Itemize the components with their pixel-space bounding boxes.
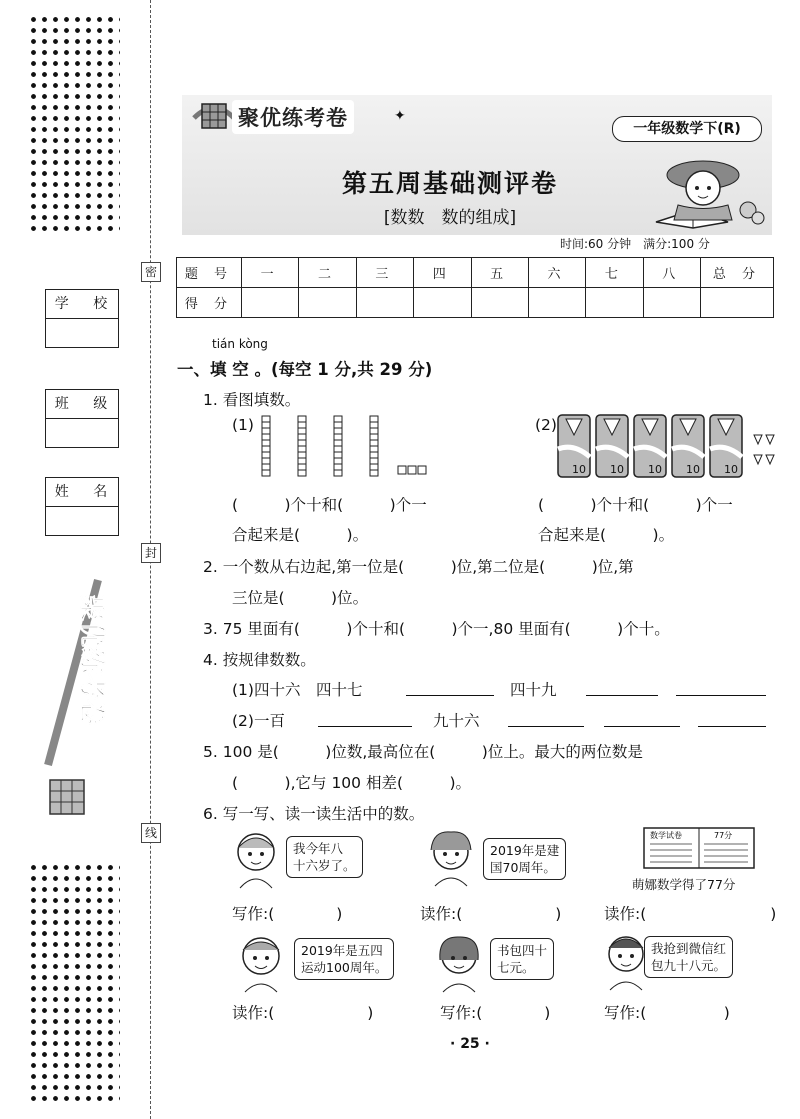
score-header: 六 [528,258,585,288]
page-title: 第五周基础测评卷 [341,169,558,198]
section-pinyin: tián kòng [212,337,268,351]
seal-mi: 密 [141,262,161,282]
seal-xian: 线 [141,823,161,843]
q4-row1-blank2[interactable] [586,681,658,696]
q4-row1-blank1[interactable] [406,681,494,696]
exam-paper-icon [642,826,756,872]
q6-answer-3[interactable]: 读作:( ) [604,905,777,923]
counting-stick-segment [298,428,306,434]
bubble4-line2: 运动100周年。 [301,960,388,975]
counting-stick-segment [298,422,306,428]
name-input[interactable] [46,507,118,535]
q6-answer-2[interactable]: 读作:( ) [420,905,562,923]
class-label: 班 级 [46,390,118,419]
counting-stick-segment [334,446,342,452]
svg-text:数学试卷: 数学试卷 [650,831,682,840]
counting-stick-segment [370,416,378,422]
bubble1-line1: 我今年八 [293,841,344,856]
svg-text:聚优练考卷: 聚优练考卷 [76,595,106,726]
class-input[interactable] [46,419,118,447]
brand-title: 聚优练考卷 [232,100,354,134]
counting-stick-segment [298,470,306,476]
counting-stick-segment [370,428,378,434]
counting-stick-segment [334,464,342,470]
counting-sticks-illustration [258,414,438,482]
counting-stick-segment [298,464,306,470]
girl-face-icon [425,826,477,888]
reading-girl-illustration [648,150,770,230]
q1-part2-label: (2) [535,416,557,434]
q4-row2-start: (2)一百 [232,712,285,730]
bubble6-line1: 我抢到微信红 [651,941,727,956]
counting-stick-segment [298,446,306,452]
counting-stick-segment [262,422,270,428]
vertical-brand-logo [28,575,118,825]
score-cell[interactable] [643,288,700,318]
counting-stick-segment [298,434,306,440]
counting-stick-segment [298,458,306,464]
q4-row2-mid: 九十六 [433,712,480,730]
counting-stick-segment [334,422,342,428]
score-cell[interactable] [471,288,528,318]
shuttlecock-tube [634,415,666,477]
q6-answer-1[interactable]: 写作:( ) [232,905,343,923]
q4-row2-blank2[interactable] [508,712,584,727]
speech-bubble-2 [483,838,566,880]
counting-stick-segment [334,434,342,440]
page-number: · 25 · [450,1036,490,1052]
score-header: 总 分 [701,258,774,288]
bubble6-line2: 包九十八元。 [651,958,727,973]
counting-stick-segment [262,446,270,452]
q5-line2[interactable]: ( ),它与 100 相差( )。 [232,774,472,792]
q1-sum-a[interactable]: 合起来是( )。 [232,526,369,544]
counting-stick-segment [370,452,378,458]
score-table-score-row [177,288,774,318]
svg-text:77分: 77分 [714,831,733,840]
counting-stick-segment [298,452,306,458]
tube-label: 10 [724,463,738,476]
speech-bubble-6 [644,936,733,978]
school-field [45,289,119,348]
counting-stick-segment [334,458,342,464]
score-table [176,257,774,318]
q4-row2-blank4[interactable] [698,712,766,727]
rubik-cube-logo [192,96,236,134]
score-row-label: 得 分 [177,288,242,318]
q2-line1[interactable]: 2. 一个数从右边起,第一位是( )位,第二位是( )位,第 [203,558,634,576]
counting-stick-segment [298,440,306,446]
counting-stick-segment [370,446,378,452]
counting-stick-segment [370,470,378,476]
speech-bubble-4 [294,938,394,980]
q1-fill-b[interactable]: ( )个十和( )个一 [538,496,733,514]
counting-stick-segment [262,464,270,470]
shuttlecock-tube [558,415,590,477]
grade-label: 一年级数学下(R) [612,116,762,142]
counting-stick-segment [334,440,342,446]
name-field [45,477,119,536]
dot-pattern-bottom [28,862,120,1107]
counting-stick-segment [370,458,378,464]
q4-row2-blank1[interactable] [318,712,412,727]
q4-row1-start: (1)四十六 四十七 [232,681,363,699]
q6-answer-5[interactable]: 写作:( ) [440,1004,551,1022]
counting-stick-segment [334,452,342,458]
score-header: 四 [414,258,471,288]
shuttlecock-tube [710,415,742,477]
tube-label: 10 [610,463,624,476]
boy-face-icon [233,930,289,994]
class-field [45,389,119,448]
speech-bubble-1 [286,836,363,878]
counting-stick-segment [334,428,342,434]
school-input[interactable] [46,319,118,347]
shuttlecock-tubes-illustration [556,413,776,481]
q1-prompt: 1. 看图填数。 [203,391,301,409]
bubble1-line2: 十六岁了。 [293,858,356,873]
counting-stick-segment [262,452,270,458]
score-header: 一 [242,258,299,288]
counting-stick-segment [334,470,342,476]
exam-caption: 萌娜数学得了77分 [632,877,736,892]
q1-fill-a[interactable]: ( )个十和( )个一 [232,496,427,514]
school-label: 学 校 [46,290,118,319]
tube-label: 10 [686,463,700,476]
counting-stick-segment [298,416,306,422]
counting-stick-segment [262,428,270,434]
name-label: 姓 名 [46,478,118,507]
q6-prompt: 6. 写一写、读一读生活中的数。 [203,805,425,823]
q4-row1-mid: 四十九 [510,681,557,699]
q5-line1[interactable]: 5. 100 是( )位数,最高位在( )位上。最大的两位数是 [203,743,643,761]
bubble5-line2: 七元。 [497,960,535,975]
bubble2-line2: 国70周年。 [490,860,556,875]
tube-label: 10 [572,463,586,476]
section-heading: 一、填 空 。(每空 1 分,共 29 分) [177,360,433,379]
q6-answer-6[interactable]: 写作:( ) [604,1004,730,1022]
score-cell[interactable] [701,288,774,318]
counting-stick-segment [370,434,378,440]
page-subtitle: [数数 数的组成] [383,208,517,228]
score-header: 题 号 [177,258,242,288]
speech-bubble-5 [490,938,554,980]
score-cell[interactable] [299,288,356,318]
counting-stick-segment [370,464,378,470]
q4-row2-blank3[interactable] [604,712,680,727]
time-score-info: 时间:60 分钟 满分:100 分 [560,237,710,251]
score-table-header-row [177,258,774,288]
score-header: 七 [586,258,643,288]
bubble5-line1: 书包四十 [497,943,548,958]
q2-line2[interactable]: 三位是( )位。 [232,589,369,607]
score-header: 二 [299,258,356,288]
q4-row1-blank3[interactable] [676,681,766,696]
counting-stick-segment [370,422,378,428]
score-cell[interactable] [242,288,299,318]
score-cell[interactable] [356,288,413,318]
q1-sum-b[interactable]: 合起来是( )。 [538,526,675,544]
counting-stick-segment [262,416,270,422]
counting-stick-segment [262,458,270,464]
q4-prompt: 4. 按规律数数。 [203,651,316,669]
q6-answer-4[interactable]: 读作:( ) [232,1004,374,1022]
score-header: 八 [643,258,700,288]
score-cell[interactable] [528,288,585,318]
shuttlecock-tube [672,415,704,477]
dot-pattern-top [28,14,120,236]
score-cell[interactable] [414,288,471,318]
counting-stick-segment [334,416,342,422]
counting-stick-segment [262,470,270,476]
grandma-face-icon [230,828,282,890]
counting-stick-segment [262,440,270,446]
q1-part1-label: (1) [232,416,254,434]
q3[interactable]: 3. 75 里面有( )个十和( )个一,80 里面有( )个十。 [203,620,670,638]
seal-feng: 封 [141,543,161,563]
bubble2-line1: 2019年是建 [490,843,560,858]
score-header: 三 [356,258,413,288]
sparkle-icon: ✦ [394,108,406,124]
shuttlecock-tube [596,415,628,477]
bubble4-line1: 2019年是五四 [301,943,383,958]
tube-label: 10 [648,463,662,476]
score-header: 五 [471,258,528,288]
counting-stick-segment [262,434,270,440]
woman-face-icon [432,930,486,994]
score-cell[interactable] [586,288,643,318]
counting-stick-segment [370,440,378,446]
